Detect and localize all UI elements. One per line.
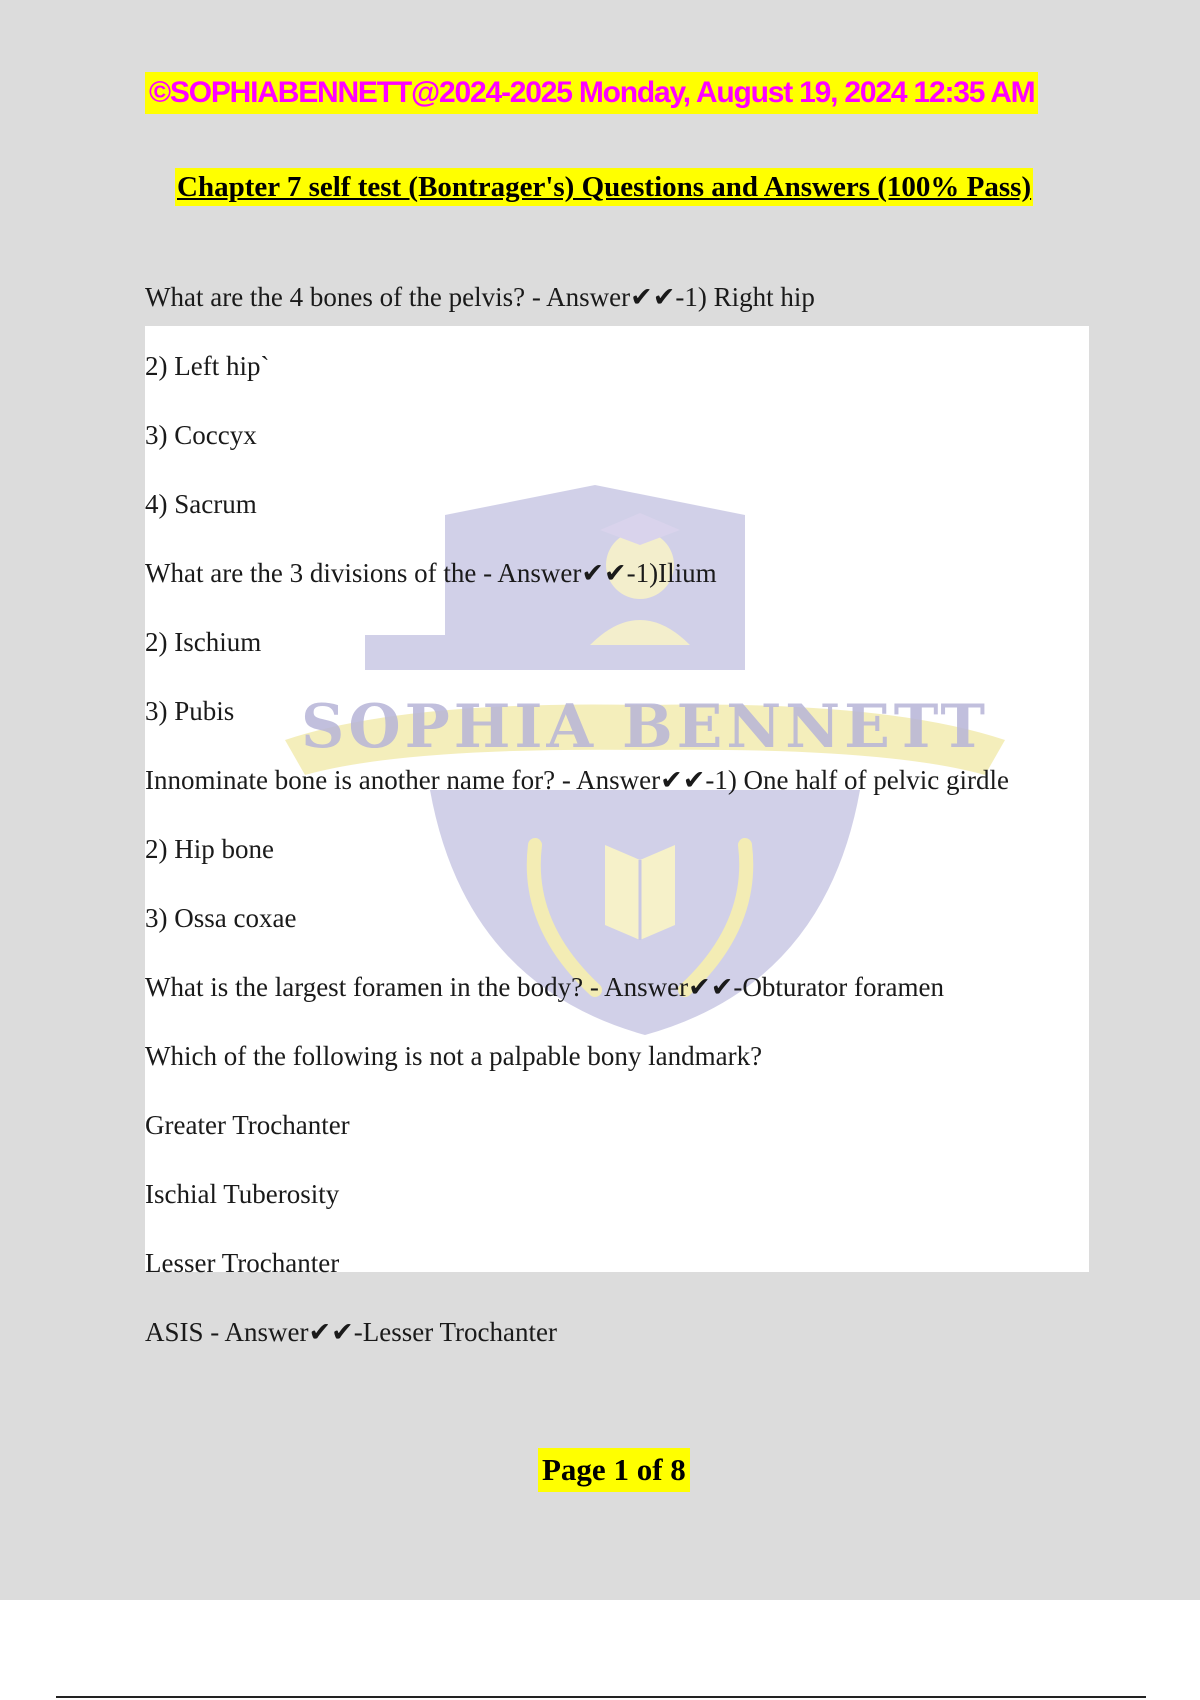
- qa-line: Greater Trochanter: [145, 1110, 350, 1140]
- qa-line: What is the largest foramen in the body? - Answer✔✔-Obturator foramen: [145, 972, 945, 1002]
- qa-line: What are the 4 bones of the pelvis? - Answer✔✔-1) Right hip: [145, 282, 815, 312]
- watermark-lettering: SOPHIA BENNETT: [301, 692, 989, 762]
- qa-line: 2) Ischium: [145, 627, 262, 657]
- qa-content: [145, 270, 1095, 1374]
- qa-line: Lesser Trochanter: [145, 1248, 340, 1278]
- qa-line: 2) Hip bone: [145, 834, 274, 864]
- qa-line: Ischial Tuberosity: [145, 1179, 340, 1209]
- qa-line: What are the 3 divisions of the - Answer✔✔-1)Ilium: [145, 558, 717, 588]
- qa-line: 3) Pubis: [145, 696, 235, 726]
- qa-line: 3) Coccyx: [145, 420, 257, 450]
- document-title: Chapter 7 self test (Bontrager's) Questions and Answers (100% Pass): [175, 168, 1033, 206]
- qa-line: 2) Left hip`: [145, 351, 270, 381]
- qa-line: ASIS - Answer✔✔-Lesser Trochanter: [145, 1317, 557, 1347]
- footer-divider: [56, 1696, 1146, 1698]
- copyright-header: ©SOPHIABENNETT@2024-2025 Monday, August 19, 2024 12:35 AM: [145, 72, 1038, 114]
- qa-line: 3) Ossa coxae: [145, 903, 297, 933]
- qa-line: Innominate bone is another name for? - Answer✔✔-1) One half of pelvic girdle: [145, 765, 1009, 795]
- qa-line: Which of the following is not a palpable bony landmark?: [145, 1041, 763, 1071]
- page-number: Page 1 of 8: [538, 1448, 690, 1492]
- qa-line: 4) Sacrum: [145, 489, 257, 519]
